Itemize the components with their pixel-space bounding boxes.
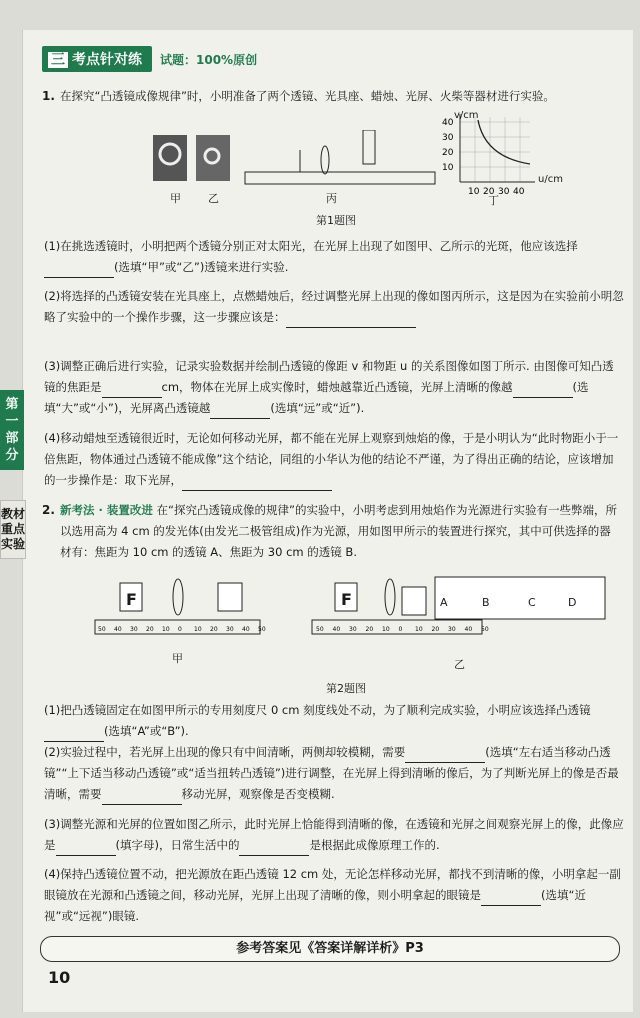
label-q2-jia: 甲: [172, 652, 183, 665]
q1-p3-text3: (选填“大”或“小”)，光屏离凸透镜越: [44, 380, 589, 415]
section-tab: 教材重点实验: [0, 500, 26, 559]
q2-blank1[interactable]: [44, 727, 104, 742]
q1-blank1[interactable]: [44, 263, 114, 278]
ruler-tick: 30: [448, 626, 456, 633]
ruler-tick: 30: [349, 626, 357, 633]
q1-blank4[interactable]: [513, 383, 573, 398]
q2-p3-text: (3)调整光源和光屏的位置如图乙所示，此时光屏上恰能得到清晰的像，在透镜和光屏之间观察光屏上的像，此像应是: [44, 817, 624, 852]
option-a: A: [440, 596, 448, 609]
q1-number: 1.: [42, 89, 55, 103]
q1-blank2[interactable]: [286, 313, 416, 328]
q1-p2-text: (2)将选择的凸透镜安装在光具座上，点燃蜡烛后，经过调整光屏上出现的像如图丙所示，这是因为在实验前小明忽略了实验中的一个操作步骤，这一步骤应该是：: [44, 289, 624, 324]
label-q2-yi: 乙: [454, 658, 465, 671]
ruler-tick: 40: [242, 626, 250, 633]
q2-part3: [44, 814, 624, 856]
q2-p1-text: (1)把凸透镜固定在如图甲所示的专用刻度尺 0 cm 刻度线处不动，为了顺利完成实验，小明应该选择凸透镜: [44, 703, 591, 717]
q2-part1: [44, 700, 624, 742]
graph-ytick: 40: [442, 118, 454, 128]
q2-p3-tail: 是根据此成像原理工作的.: [309, 838, 440, 852]
section-header: [42, 46, 257, 72]
ruler-tick: 10: [162, 626, 170, 633]
q2-p2-text2: (选填“左右适当移动凸透镜”“上下适当移动凸透镜”或“适当扭转凸透镜”)进行调整，在光屏上得到清晰的像后，为了判断光屏上的像是否最清晰，需要: [44, 745, 619, 801]
ruler-tick: 40: [332, 626, 341, 633]
q2-p2-tail: 移动光屏，观察像是否变模糊.: [181, 787, 335, 801]
q2-p4-tail: (选填“近视”或“远视”)眼镜.: [44, 888, 586, 923]
q2-intro-text: 在“探究凸透镜成像的规律”的实验中，小明考虑到用烛焰作为光源进行实验有一些弊端，所以选用高为 4 cm 的发光体(由发光二极管组成)作为光源，用如图甲所示的装置进行探究，其中可供选择的器材有：焦距为 10 cm 的透镜 A、焦距为 30 cm 的透镜 B.: [60, 503, 617, 559]
optical-bench: [245, 172, 435, 184]
ruler-tick: 0: [398, 626, 403, 633]
answer-reference-footer: 参考答案见《答案详解详析》P3: [40, 936, 620, 962]
q1-p3-text2: cm，物体在光屏上成实像时，蜡烛越靠近凸透镜，光屏上清晰的像越: [161, 380, 513, 394]
q2-blank2[interactable]: [405, 748, 485, 763]
label-jia: 甲: [170, 192, 181, 205]
graph-xtick: 10: [468, 187, 480, 197]
q1-blank6[interactable]: [182, 476, 332, 491]
section-tag: [42, 46, 152, 72]
q2-p1-tail: (选填“A”或“B”).: [104, 724, 189, 738]
screen-on-bench: [363, 130, 375, 164]
ruler-tick: 10: [194, 626, 202, 633]
q1-part4: [44, 428, 624, 491]
q2-p4-text: (4)保持凸透镜位置不动，把光源放在距凸透镜 12 cm 处，无论怎样移动光屏，都找不到清晰的像，小明拿起一副眼镜放在光源和凸透镜之间，移动光屏，光屏上出现了清晰的像，则小明拿起的眼镜是: [44, 867, 621, 902]
graph-ytick: 10: [442, 163, 454, 173]
q1-part1: [44, 236, 624, 278]
graph-curve: [478, 120, 530, 164]
ruler-tick: 10: [415, 626, 423, 633]
ruler-tick: 50: [98, 626, 106, 633]
lens-yi-photo: [196, 135, 230, 181]
q1-caption: 第1题图: [316, 214, 356, 227]
ruler-tick: 50: [481, 626, 489, 633]
q1-part3: [44, 356, 624, 419]
q2-p3-text2: (填字母)，日常生活中的: [115, 838, 240, 852]
ruler-tick: 0: [178, 626, 182, 633]
option-b: B: [482, 596, 490, 609]
ruler-tick: 20: [431, 626, 440, 633]
ruler-tick: 20: [365, 626, 374, 633]
ruler-tick: 50: [316, 626, 324, 633]
screen-jia: [218, 583, 242, 611]
section-subtitle: 试题：100%原创: [160, 52, 258, 67]
lens-jia-photo: [153, 135, 187, 181]
ruler-tick: 40: [464, 626, 473, 633]
q2-p2-text: (2)实验过程中，若光屏上出现的像只有中间清晰，两侧却较模糊，需要: [44, 745, 406, 759]
part-tab: 第一部分: [0, 390, 24, 470]
q1-p3-text: (3)调整正确后进行实验，记录实验数据并绘制凸透镜的像距 v 和物距 u 的关系图像如图丁所示. 由图像可知凸透镜的焦距是: [44, 359, 614, 394]
q2-caption: 第2题图: [326, 682, 366, 695]
ruler-tick: 20: [146, 626, 154, 633]
q2-intro: [60, 500, 620, 563]
q2-figure: [90, 575, 610, 650]
lens-jia: [173, 579, 183, 615]
label-yi: 乙: [208, 192, 219, 205]
label-ding: 丁: [488, 194, 499, 207]
q2-newtag: 新考法 · 装置改进: [60, 503, 153, 517]
graph-xtick: 30: [498, 187, 510, 197]
ruler-tick: 20: [210, 626, 218, 633]
page-number: 10: [48, 968, 71, 987]
graph-ylabel: v/cm: [454, 110, 479, 121]
option-c: C: [528, 596, 536, 609]
q2-part4: [44, 864, 624, 927]
q1-p1-tail: (选填“甲”或“乙”)透镜来进行实验.: [114, 260, 289, 274]
q1-part2: [44, 286, 624, 328]
q1-intro: 在探究“凸透镜成像规律”时，小明准备了两个透镜、光具座、蜡烛、光屏、火柴等器材进行实验。: [60, 89, 555, 103]
source-letter-jia: F: [126, 590, 137, 609]
ruler-tick: 30: [130, 626, 138, 633]
q1-blank3[interactable]: [102, 383, 162, 398]
q2-blank4[interactable]: [56, 841, 116, 856]
q2-blank5[interactable]: [239, 841, 309, 856]
lens-on-bench: [321, 146, 329, 174]
q1-p3-tail: (选填“远”或“近”).: [270, 401, 365, 415]
graph-xtick: 40: [513, 187, 525, 197]
q2-number: 2.: [42, 503, 55, 517]
graph-ytick: 20: [442, 148, 454, 158]
graph-xlabel: u/cm: [538, 174, 563, 185]
options-box: [435, 577, 605, 619]
q1-graph-ding: [440, 112, 550, 202]
q2-part2: [44, 742, 624, 805]
q1-p4-text: (4)移动蜡烛至透镜很近时，无论如何移动光屏，都不能在光屏上观察到烛焰的像，于是小明认为“此时物距小于一倍焦距，物体通过凸透镜不能成像”这个结论，同组的小华认为他的结论不严谨，为了得出正确的结论，应该增加的一步操作是：取下光屏，: [44, 431, 619, 487]
graph-ytick: 30: [442, 133, 454, 143]
ruler-tick: 10: [382, 626, 390, 633]
label-bing: 丙: [326, 192, 337, 205]
q2-blank6[interactable]: [481, 891, 541, 906]
screen-yi: [402, 587, 426, 615]
option-d: D: [568, 596, 577, 609]
q2-blank3[interactable]: [102, 790, 182, 805]
graph-xtick: 20: [483, 187, 495, 197]
ruler-tick: 40: [114, 626, 122, 633]
lens-yi: [385, 579, 395, 615]
tag-mark: 三: [48, 52, 68, 68]
tag-label: 考点针对练: [72, 52, 142, 68]
source-letter-yi: F: [341, 590, 352, 609]
q1-p1-text: (1)在挑选透镜时，小明把两个透镜分别正对太阳光，在光屏上出现了如图甲、乙所示的光斑，他应该选择: [44, 239, 578, 253]
q1-blank5[interactable]: [210, 404, 270, 419]
q1-figure-apparatus: [150, 130, 450, 205]
ruler-tick: 30: [226, 626, 234, 633]
ruler-tick: 50: [258, 626, 266, 633]
